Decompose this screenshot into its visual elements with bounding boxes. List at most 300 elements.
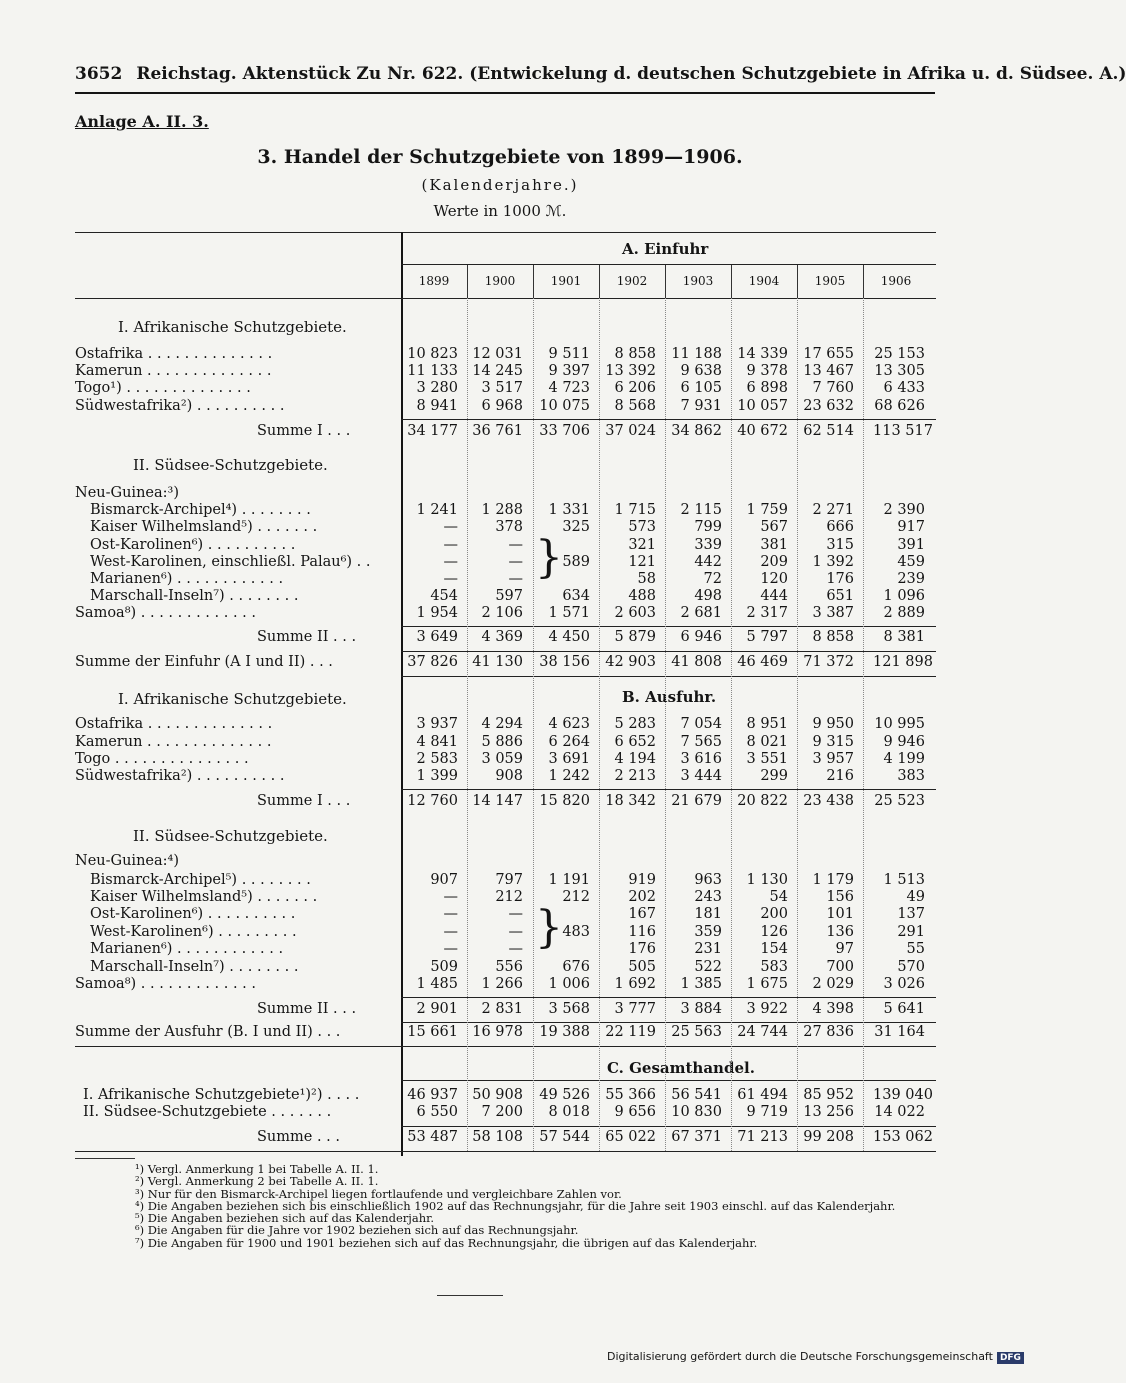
import-africa-row-cell: 14 339 xyxy=(737,346,788,362)
import-africa-row-cell: 25 153 xyxy=(874,346,925,362)
import-southsea-row-cell: 597 xyxy=(495,588,523,604)
page-title: 3. Handel der Schutzgebiete von 1899—1906. xyxy=(257,146,743,168)
brace-bracket: } xyxy=(535,532,563,583)
import-southsea-row-cell: 2 603 xyxy=(614,605,656,621)
import-southsea-row-label: Marschall-Inseln⁷) . . . . . . . . xyxy=(90,588,299,604)
export-africa-row-cell: 4 841 xyxy=(416,734,458,750)
export-africa-row-cell: 4 623 xyxy=(548,716,590,732)
export-southsea-row-cell: 212 xyxy=(562,889,590,905)
import-southsea-row-cell: 176 xyxy=(826,571,854,587)
import-africa-row-cell: 6 433 xyxy=(883,380,925,396)
export-africa-sum-cell: 21 679 xyxy=(671,793,722,809)
import-southsea-sum-cell: 4 450 xyxy=(548,629,590,645)
import-africa-row-cell: 9 378 xyxy=(746,363,788,379)
total-sum-cell: 153 062 xyxy=(873,1129,933,1145)
subtitle: (Kalenderjahre.) xyxy=(421,176,579,194)
year-header: 1903 xyxy=(682,274,714,288)
table-rule xyxy=(75,232,936,233)
export-africa-sum-cell: 12 760 xyxy=(407,793,458,809)
import-southsea-row-cell: 121 xyxy=(628,554,656,570)
export-southsea-row-cell: 1 385 xyxy=(680,976,722,992)
year-header: 1901 xyxy=(550,274,582,288)
total-row-cell: 56 541 xyxy=(671,1087,722,1103)
export-southsea-row-cell: 3 026 xyxy=(883,976,925,992)
year-header: 1906 xyxy=(880,274,912,288)
import-southsea-row-cell: 2 271 xyxy=(812,502,854,518)
total-heading: C. Gesamthandel. xyxy=(607,1059,755,1077)
export-southsea-row-label: Ost-Karolinen⁶) . . . . . . . . . . xyxy=(90,906,296,922)
import-africa-row-cell: 3 280 xyxy=(416,380,458,396)
import-africa-row-cell: 6 105 xyxy=(680,380,722,396)
import-southsea-row-cell: 799 xyxy=(694,519,722,535)
import-southsea-row-cell: 2 115 xyxy=(680,502,722,518)
import-africa-sum-cell: 33 706 xyxy=(539,423,590,439)
export-africa-row-cell: 4 199 xyxy=(883,751,925,767)
export-africa-row-cell: 3 957 xyxy=(812,751,854,767)
import-africa-row-cell: 10 075 xyxy=(539,398,590,414)
export-southsea-row-cell: 1 675 xyxy=(746,976,788,992)
export-southsea-row-cell: — xyxy=(443,941,458,957)
import-africa-row-cell: 9 397 xyxy=(548,363,590,379)
export-southsea-row-cell: 963 xyxy=(694,872,722,888)
import-africa-row-cell: 12 031 xyxy=(472,346,523,362)
export-africa-row-cell: 299 xyxy=(760,768,788,784)
table-rule xyxy=(401,419,936,420)
dfg-logo: DFG xyxy=(997,1352,1024,1364)
table-rule xyxy=(401,1126,936,1127)
column-divider xyxy=(665,298,666,1151)
southsea-heading: II. Südsee-Schutzgebiete. xyxy=(133,827,328,845)
export-africa-row-label: Südwestafrika²) . . . . . . . . . . xyxy=(75,768,285,784)
import-africa-row-cell: 13 305 xyxy=(874,363,925,379)
export-africa-row-cell: 216 xyxy=(826,768,854,784)
import-southsea-row-label: Samoa⁸) . . . . . . . . . . . . . xyxy=(75,605,257,621)
export-africa-row-cell: 6 264 xyxy=(548,734,590,750)
import-africa-sum-cell: 36 761 xyxy=(472,423,523,439)
import-southsea-row-cell: 239 xyxy=(897,571,925,587)
import-southsea-row-label: West-Karolinen, einschließl. Palau⁶) . . xyxy=(90,554,371,570)
import-africa-row-cell: 14 245 xyxy=(472,363,523,379)
export-africa-row-cell: 3 059 xyxy=(481,751,523,767)
export-grand-sum-cell: 15 661 xyxy=(407,1024,458,1040)
export-africa-row-cell: 9 946 xyxy=(883,734,925,750)
table-rule xyxy=(401,626,936,627)
export-africa-row-cell: 3 616 xyxy=(680,751,722,767)
import-africa-row-cell: 10 057 xyxy=(737,398,788,414)
import-southsea-row-cell: 488 xyxy=(628,588,656,604)
column-divider xyxy=(797,298,798,1151)
export-southsea-sum-cell: 3 777 xyxy=(614,1001,656,1017)
column-divider xyxy=(467,298,468,1151)
total-row-cell: 10 830 xyxy=(671,1104,722,1120)
export-southsea-row-cell: 907 xyxy=(430,872,458,888)
total-row-cell: 49 526 xyxy=(539,1087,590,1103)
export-southsea-row-cell: 126 xyxy=(760,924,788,940)
export-southsea-row-cell: 2 029 xyxy=(812,976,854,992)
import-southsea-sum-cell: 3 649 xyxy=(416,629,458,645)
import-southsea-row-cell: 442 xyxy=(694,554,722,570)
import-southsea-row-cell: 2 681 xyxy=(680,605,722,621)
import-southsea-row-cell: 391 xyxy=(897,537,925,553)
import-southsea-row-label: Kaiser Wilhelmsland⁵) . . . . . . . xyxy=(90,519,318,535)
export-southsea-row-cell: 797 xyxy=(495,872,523,888)
footnote: ⁵) Die Angaben beziehen sich auf das Kalenderjahr. xyxy=(135,1211,435,1226)
import-southsea-row-cell: 589 xyxy=(562,554,590,570)
table-stub-border xyxy=(401,232,403,1156)
year-header: 1905 xyxy=(814,274,846,288)
import-africa-sum-cell: 34 177 xyxy=(407,423,458,439)
import-southsea-row-cell: 2 390 xyxy=(883,502,925,518)
export-southsea-row-cell: 167 xyxy=(628,906,656,922)
export-africa-sum-cell: 18 342 xyxy=(605,793,656,809)
total-row-cell: 50 908 xyxy=(472,1087,523,1103)
import-grand-sum-cell: 42 903 xyxy=(605,654,656,670)
export-africa-row-label: Togo . . . . . . . . . . . . . . . xyxy=(75,751,249,767)
import-southsea-row-cell: 1 715 xyxy=(614,502,656,518)
import-southsea-row-cell: 2 106 xyxy=(481,605,523,621)
total-sum-label: Summe . . . xyxy=(257,1129,341,1145)
annex-label: Anlage A. II. 3. xyxy=(75,112,209,131)
export-southsea-row-cell: 231 xyxy=(694,941,722,957)
total-row-cell: 46 937 xyxy=(407,1087,458,1103)
export-africa-row-cell: 3 551 xyxy=(746,751,788,767)
export-africa-row-cell: 5 886 xyxy=(481,734,523,750)
southsea-heading: II. Südsee-Schutzgebiete. xyxy=(133,456,328,474)
total-sum-cell: 65 022 xyxy=(605,1129,656,1145)
export-grand-sum-cell: 25 563 xyxy=(671,1024,722,1040)
footnote: ⁷) Die Angaben für 1900 und 1901 beziehen sich auf das Rechnungsjahr, die übrigen auf das Kalenderjahr. xyxy=(135,1235,758,1250)
import-southsea-row-cell: 72 xyxy=(703,571,722,587)
export-southsea-row-label: Bismarck-Archipel⁵) . . . . . . . . xyxy=(90,872,311,888)
import-africa-row-label: Südwestafrika²) . . . . . . . . . . xyxy=(75,398,285,414)
import-southsea-row-cell: 1 392 xyxy=(812,554,854,570)
import-southsea-row-cell: 444 xyxy=(760,588,788,604)
footnote: ²) Vergl. Anmerkung 2 bei Tabelle A. II. 1. xyxy=(135,1174,379,1189)
import-grand-sum-cell: 41 130 xyxy=(472,654,523,670)
import-southsea-row-cell: 567 xyxy=(760,519,788,535)
year-header: 1899 xyxy=(418,274,450,288)
export-southsea-row-label: Marschall-Inseln⁷) . . . . . . . . xyxy=(90,959,299,975)
import-heading: A. Einfuhr xyxy=(622,240,709,258)
export-southsea-row-cell: 505 xyxy=(628,959,656,975)
africa-heading: I. Afrikanische Schutzgebiete. xyxy=(118,318,347,336)
import-africa-sum-cell: 62 514 xyxy=(803,423,854,439)
export-africa-sum-cell: 14 147 xyxy=(472,793,523,809)
export-southsea-row-cell: 919 xyxy=(628,872,656,888)
export-southsea-row-cell: — xyxy=(443,889,458,905)
export-southsea-row-cell: 291 xyxy=(897,924,925,940)
export-southsea-row-cell: 522 xyxy=(694,959,722,975)
export-southsea-sum-cell: 3 884 xyxy=(680,1001,722,1017)
table-rule xyxy=(401,997,936,998)
page-number: 3652 xyxy=(75,64,123,84)
export-southsea-sum-cell: 3 922 xyxy=(746,1001,788,1017)
page-header xyxy=(75,64,1126,84)
export-southsea-row-cell: 583 xyxy=(760,959,788,975)
export-southsea-row-label: Samoa⁸) . . . . . . . . . . . . . xyxy=(75,976,257,992)
import-southsea-sum-cell: 4 369 xyxy=(481,629,523,645)
footnote-separator xyxy=(75,1158,135,1159)
import-southsea-row-cell: 321 xyxy=(628,537,656,553)
export-africa-row-cell: 9 950 xyxy=(812,716,854,732)
table-rule xyxy=(401,1080,936,1081)
import-africa-row-cell: 7 760 xyxy=(812,380,854,396)
export-africa-row-cell: 4 294 xyxy=(481,716,523,732)
export-africa-row-cell: 10 995 xyxy=(874,716,925,732)
import-southsea-row-cell: 1 288 xyxy=(481,502,523,518)
import-southsea-row-cell: 1 954 xyxy=(416,605,458,621)
export-africa-sum-cell: 20 822 xyxy=(737,793,788,809)
export-southsea-row-cell: 1 485 xyxy=(416,976,458,992)
export-southsea-row-cell: — xyxy=(508,906,523,922)
footnotes xyxy=(135,1163,895,1249)
import-africa-row-cell: 17 655 xyxy=(803,346,854,362)
brace-bracket: } xyxy=(535,902,563,953)
import-southsea-row-cell: 3 387 xyxy=(812,605,854,621)
import-southsea-row-cell: 573 xyxy=(628,519,656,535)
total-row-cell: 9 656 xyxy=(614,1104,656,1120)
export-africa-row-cell: 1 399 xyxy=(416,768,458,784)
export-heading: B. Ausfuhr. xyxy=(622,688,717,706)
import-africa-row-cell: 8 941 xyxy=(416,398,458,414)
import-africa-row-cell: 8 568 xyxy=(614,398,656,414)
import-africa-row-cell: 3 517 xyxy=(481,380,523,396)
column-divider xyxy=(599,298,600,1151)
export-southsea-row-cell: 55 xyxy=(906,941,925,957)
import-grand-sum-cell: 37 826 xyxy=(407,654,458,670)
import-southsea-sum-cell: 6 946 xyxy=(680,629,722,645)
import-southsea-row-label: Ost-Karolinen⁶) . . . . . . . . . . xyxy=(90,537,296,553)
running-title: Reichstag. Aktenstück Zu Nr. 622. (Entwickelung d. deutschen Schutzgebiete in Afrika u. d. Südsee. A.) xyxy=(136,64,1126,84)
export-southsea-row-cell: 1 179 xyxy=(812,872,854,888)
export-southsea-row-cell: 570 xyxy=(897,959,925,975)
total-row-cell: 6 550 xyxy=(416,1104,458,1120)
import-southsea-row-cell: 315 xyxy=(826,537,854,553)
import-southsea-sum-cell: 5 797 xyxy=(746,629,788,645)
total-row-cell: 13 256 xyxy=(803,1104,854,1120)
export-southsea-row-cell: 116 xyxy=(628,924,656,940)
import-africa-row-cell: 8 858 xyxy=(614,346,656,362)
export-southsea-row-cell: 97 xyxy=(835,941,854,957)
footnote: ¹) Vergl. Anmerkung 1 bei Tabelle A. II. 1. xyxy=(135,1162,379,1176)
export-grand-sum-cell: 27 836 xyxy=(803,1024,854,1040)
total-row-label: II. Südsee-Schutzgebiete . . . . . . . xyxy=(83,1104,332,1120)
export-grand-sum-cell: 24 744 xyxy=(737,1024,788,1040)
import-southsea-row-cell: — xyxy=(508,537,523,553)
import-southsea-row-cell: 666 xyxy=(826,519,854,535)
export-southsea-row-cell: 212 xyxy=(495,889,523,905)
export-southsea-row-cell: 1 130 xyxy=(746,872,788,888)
export-africa-row-cell: 8 021 xyxy=(746,734,788,750)
import-southsea-row-label: Bismarck-Archipel⁴) . . . . . . . . xyxy=(90,502,311,518)
total-row-cell: 9 719 xyxy=(746,1104,788,1120)
import-southsea-row-cell: 2 889 xyxy=(883,605,925,621)
export-grand-sum-cell: 22 119 xyxy=(605,1024,656,1040)
export-southsea-sum-cell: 2 831 xyxy=(481,1001,523,1017)
import-africa-row-cell: 23 632 xyxy=(803,398,854,414)
import-southsea-row-cell: 2 317 xyxy=(746,605,788,621)
import-southsea-row-cell: 1 571 xyxy=(548,605,590,621)
import-southsea-sum-cell: 5 879 xyxy=(614,629,656,645)
new-guinea-label: Neu-Guinea:⁴) xyxy=(75,853,179,869)
export-africa-row-cell: 5 283 xyxy=(614,716,656,732)
export-southsea-row-cell: 556 xyxy=(495,959,523,975)
total-row-cell: 55 366 xyxy=(605,1087,656,1103)
import-southsea-row-cell: 459 xyxy=(897,554,925,570)
export-southsea-row-cell: 202 xyxy=(628,889,656,905)
import-southsea-sum-cell: 8 858 xyxy=(812,629,854,645)
total-sum-cell: 57 544 xyxy=(539,1129,590,1145)
export-southsea-sum-cell: 3 568 xyxy=(548,1001,590,1017)
import-africa-row-cell: 68 626 xyxy=(874,398,925,414)
total-row-cell: 8 018 xyxy=(548,1104,590,1120)
export-africa-sum-cell: 15 820 xyxy=(539,793,590,809)
table-rule xyxy=(401,264,936,265)
total-sum-cell: 67 371 xyxy=(671,1129,722,1145)
import-africa-row-cell: 13 467 xyxy=(803,363,854,379)
export-grand-sum-label: Summe der Ausfuhr (B. I und II) . . . xyxy=(75,1024,341,1040)
export-africa-row-label: Ostafrika . . . . . . . . . . . . . . xyxy=(75,716,273,732)
import-southsea-row-cell: 634 xyxy=(562,588,590,604)
import-africa-row-cell: 13 392 xyxy=(605,363,656,379)
export-southsea-row-cell: 54 xyxy=(769,889,788,905)
export-southsea-row-label: Kaiser Wilhelmsland⁵) . . . . . . . xyxy=(90,889,318,905)
export-africa-row-cell: 3 691 xyxy=(548,751,590,767)
export-southsea-sum-cell: 4 398 xyxy=(812,1001,854,1017)
total-sum-cell: 53 487 xyxy=(407,1129,458,1145)
export-southsea-row-label: Marianen⁶) . . . . . . . . . . . . xyxy=(90,941,284,957)
import-southsea-row-cell: — xyxy=(443,554,458,570)
export-africa-row-cell: 383 xyxy=(897,768,925,784)
table-rule xyxy=(401,1022,936,1023)
export-africa-row-cell: 3 444 xyxy=(680,768,722,784)
import-southsea-row-cell: 1 096 xyxy=(883,588,925,604)
export-southsea-row-cell: 359 xyxy=(694,924,722,940)
import-southsea-row-cell: 120 xyxy=(760,571,788,587)
export-southsea-row-cell: 200 xyxy=(760,906,788,922)
export-africa-row-cell: 8 951 xyxy=(746,716,788,732)
total-sum-cell: 58 108 xyxy=(472,1129,523,1145)
export-africa-row-cell: 1 242 xyxy=(548,768,590,784)
import-africa-row-label: Kamerun . . . . . . . . . . . . . . xyxy=(75,363,272,379)
import-africa-row-cell: 11 133 xyxy=(407,363,458,379)
import-grand-sum-label: Summe der Einfuhr (A I und II) . . . xyxy=(75,654,333,670)
export-southsea-row-cell: 700 xyxy=(826,959,854,975)
year-header: 1900 xyxy=(484,274,516,288)
export-southsea-sum-cell: 5 641 xyxy=(883,1001,925,1017)
export-southsea-row-cell: 101 xyxy=(826,906,854,922)
export-southsea-row-cell: 509 xyxy=(430,959,458,975)
export-southsea-row-cell: 1 513 xyxy=(883,872,925,888)
import-southsea-sum-cell: 8 381 xyxy=(883,629,925,645)
table-rule xyxy=(75,1046,936,1047)
export-southsea-row-cell: — xyxy=(508,941,523,957)
import-southsea-row-cell: — xyxy=(508,571,523,587)
import-southsea-row-cell: 339 xyxy=(694,537,722,553)
import-southsea-row-cell: 917 xyxy=(897,519,925,535)
export-southsea-row-cell: 154 xyxy=(760,941,788,957)
export-southsea-row-cell: 243 xyxy=(694,889,722,905)
total-row-cell: 85 952 xyxy=(803,1087,854,1103)
export-southsea-sum-cell: 2 901 xyxy=(416,1001,458,1017)
export-southsea-row-cell: 137 xyxy=(897,906,925,922)
total-sum-cell: 99 208 xyxy=(803,1129,854,1145)
footnote: ⁴) Die Angaben beziehen sich bis einschließlich 1902 auf das Rechnungsjahr, für die Jahre seit 1903 einschl. auf das Kalenderjahr. xyxy=(135,1198,896,1213)
export-africa-row-cell: 7 054 xyxy=(680,716,722,732)
export-africa-sum-label: Summe I . . . xyxy=(257,793,351,809)
export-grand-sum-cell: 19 388 xyxy=(539,1024,590,1040)
export-southsea-row-cell: 483 xyxy=(562,924,590,940)
import-southsea-row-cell: 381 xyxy=(760,537,788,553)
table-rule xyxy=(401,651,936,652)
total-row-cell: 14 022 xyxy=(874,1104,925,1120)
export-africa-row-cell: 9 315 xyxy=(812,734,854,750)
export-southsea-row-cell: 49 xyxy=(906,889,925,905)
units-note: Werte in 1000 ℳ. xyxy=(433,202,567,220)
credit-text: Digitalisierung gefördert durch die Deutsche Forschungsgemeinschaft xyxy=(607,1350,993,1363)
import-africa-row-cell: 6 206 xyxy=(614,380,656,396)
import-southsea-row-cell: 325 xyxy=(562,519,590,535)
export-southsea-sum-label: Summe II . . . xyxy=(257,1001,357,1017)
import-southsea-sum-label: Summe II . . . xyxy=(257,629,357,645)
digitization-credit xyxy=(607,1350,1024,1364)
export-southsea-row-cell: — xyxy=(508,924,523,940)
table-rule xyxy=(401,676,936,677)
table-rule xyxy=(401,789,936,790)
column-divider xyxy=(863,298,864,1151)
total-sum-cell: 71 213 xyxy=(737,1129,788,1145)
import-southsea-row-cell: 1 241 xyxy=(416,502,458,518)
import-africa-row-label: Togo¹) . . . . . . . . . . . . . . xyxy=(75,380,251,396)
import-africa-sum-cell: 113 517 xyxy=(873,423,933,439)
import-southsea-row-cell: 1 331 xyxy=(548,502,590,518)
import-southsea-row-cell: 58 xyxy=(637,571,656,587)
export-southsea-row-cell: 136 xyxy=(826,924,854,940)
table-rule xyxy=(75,1151,936,1152)
total-row-label: I. Afrikanische Schutzgebiete¹)²) . . . . xyxy=(83,1087,360,1103)
export-southsea-row-cell: 181 xyxy=(694,906,722,922)
total-row-cell: 61 494 xyxy=(737,1087,788,1103)
africa-heading: I. Afrikanische Schutzgebiete. xyxy=(118,690,347,708)
export-africa-row-cell: 7 565 xyxy=(680,734,722,750)
import-africa-row-label: Ostafrika . . . . . . . . . . . . . . xyxy=(75,346,273,362)
import-africa-row-cell: 4 723 xyxy=(548,380,590,396)
export-southsea-row-cell: 1 692 xyxy=(614,976,656,992)
footnote: ³) Nur für den Bismarck-Archipel liegen fortlaufende und vergleichbare Zahlen vor. xyxy=(135,1186,622,1201)
import-africa-row-cell: 9 511 xyxy=(548,346,590,362)
import-africa-sum-cell: 34 862 xyxy=(671,423,722,439)
import-southsea-row-cell: 454 xyxy=(430,588,458,604)
import-africa-sum-cell: 37 024 xyxy=(605,423,656,439)
import-southsea-row-cell: — xyxy=(443,571,458,587)
export-africa-row-cell: 908 xyxy=(495,768,523,784)
export-southsea-row-cell: 176 xyxy=(628,941,656,957)
export-southsea-row-cell: 1 266 xyxy=(481,976,523,992)
export-southsea-row-cell: 156 xyxy=(826,889,854,905)
export-africa-row-cell: 2 583 xyxy=(416,751,458,767)
import-grand-sum-cell: 46 469 xyxy=(737,654,788,670)
import-southsea-row-cell: 1 759 xyxy=(746,502,788,518)
import-southsea-row-cell: — xyxy=(508,554,523,570)
import-southsea-row-cell: — xyxy=(443,519,458,535)
import-africa-row-cell: 7 931 xyxy=(680,398,722,414)
export-southsea-row-cell: — xyxy=(443,906,458,922)
import-africa-row-cell: 6 968 xyxy=(481,398,523,414)
import-southsea-row-cell: 498 xyxy=(694,588,722,604)
import-africa-sum-cell: 40 672 xyxy=(737,423,788,439)
import-southsea-row-cell: 209 xyxy=(760,554,788,570)
year-header: 1904 xyxy=(748,274,780,288)
